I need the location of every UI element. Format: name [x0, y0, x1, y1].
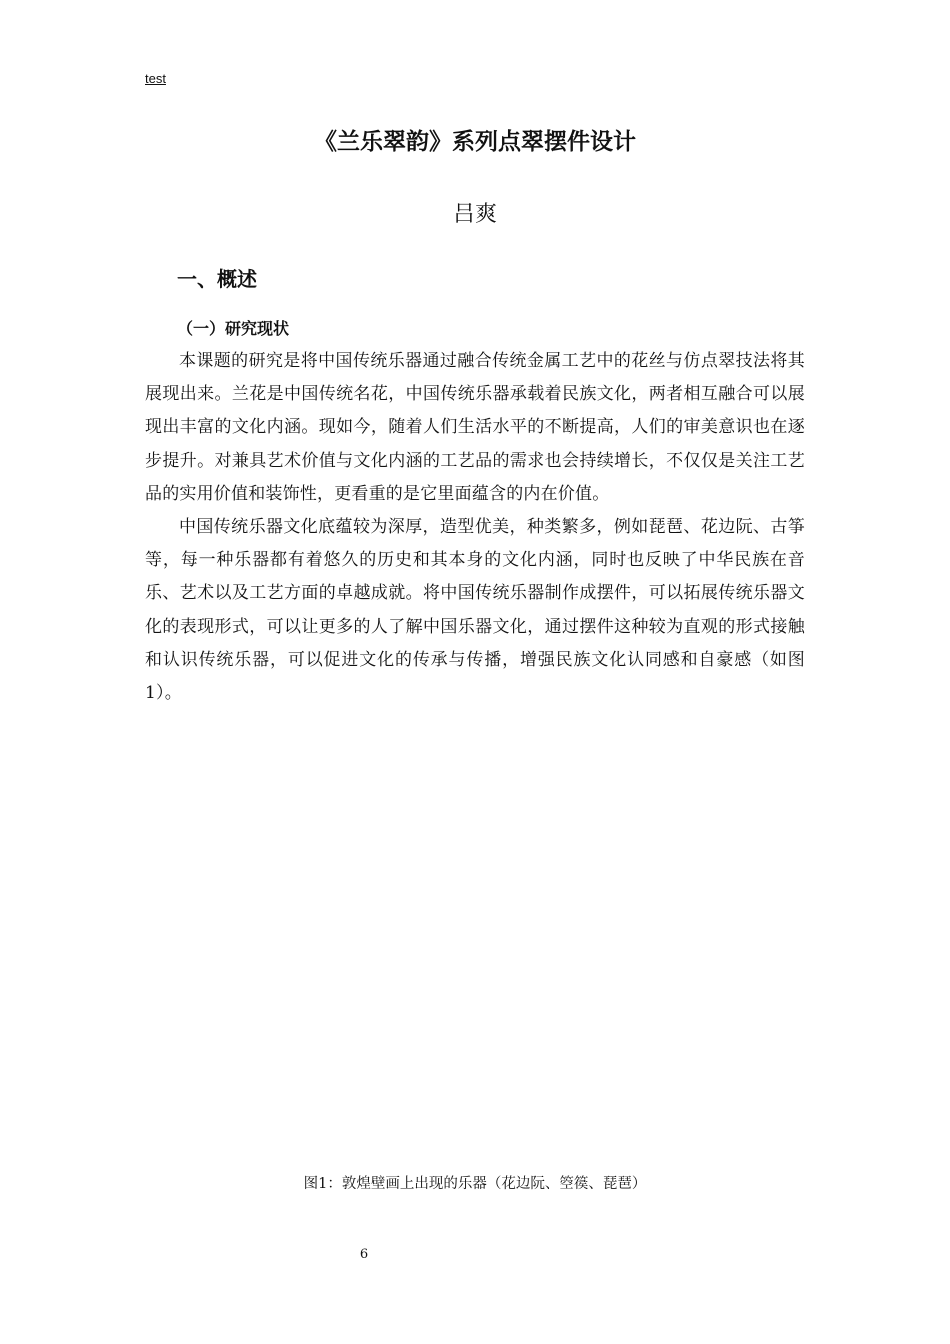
author-name: 吕爽: [452, 202, 497, 227]
figure-caption: 图1：敦煌壁画上出现的乐器（花边阮、箜篌、琵琶）: [303, 1176, 647, 1192]
page-number: 6: [359, 1247, 369, 1262]
document-title: 《兰乐翠韵》系列点翠摆件设计: [314, 129, 636, 155]
paragraph: 中国传统乐器文化底蕴较为深厚，造型优美，种类繁多，例如琵琶、花边阮、古筝等，每一种乐器都有着悠久的历史和其本身的文化内涵，同时也反映了中华民族在音乐、艺术以及工艺方面的卓越成就。将中国传统乐器制作成摆件，可以拓展传统乐器文化的表现形式，可以让更多的人了解中国乐器文化，通过摆件这种较为直观的形式接触和认识传统乐器，可以促进文化的传承与传播，增强民族文化认同感和自豪感（如图1）。: [145, 517, 805, 704]
header-link[interactable]: test: [145, 71, 166, 86]
paragraph: 本课题的研究是将中国传统乐器通过融合传统金属工艺中的花丝与仿点翠技法将其展现出来。兰花是中国传统名花，中国传统乐器承载着民族文化，两者相互融合可以展现出丰富的文化内涵。现如今，随着人们生活水平的不断提高，人们的审美意识也在逐步提升。对兼具艺术价值与文化内涵的工艺品的需求也会持续增长，不仅仅是关注工艺品的实用价值和装饰性，更看重的是它里面蕴含的内在价值。: [145, 351, 805, 504]
body-text: [145, 345, 805, 710]
figure-placeholder: [145, 800, 805, 1160]
subsection-heading: （一）研究现状: [177, 319, 290, 338]
section-heading: 一、概述: [177, 267, 257, 291]
